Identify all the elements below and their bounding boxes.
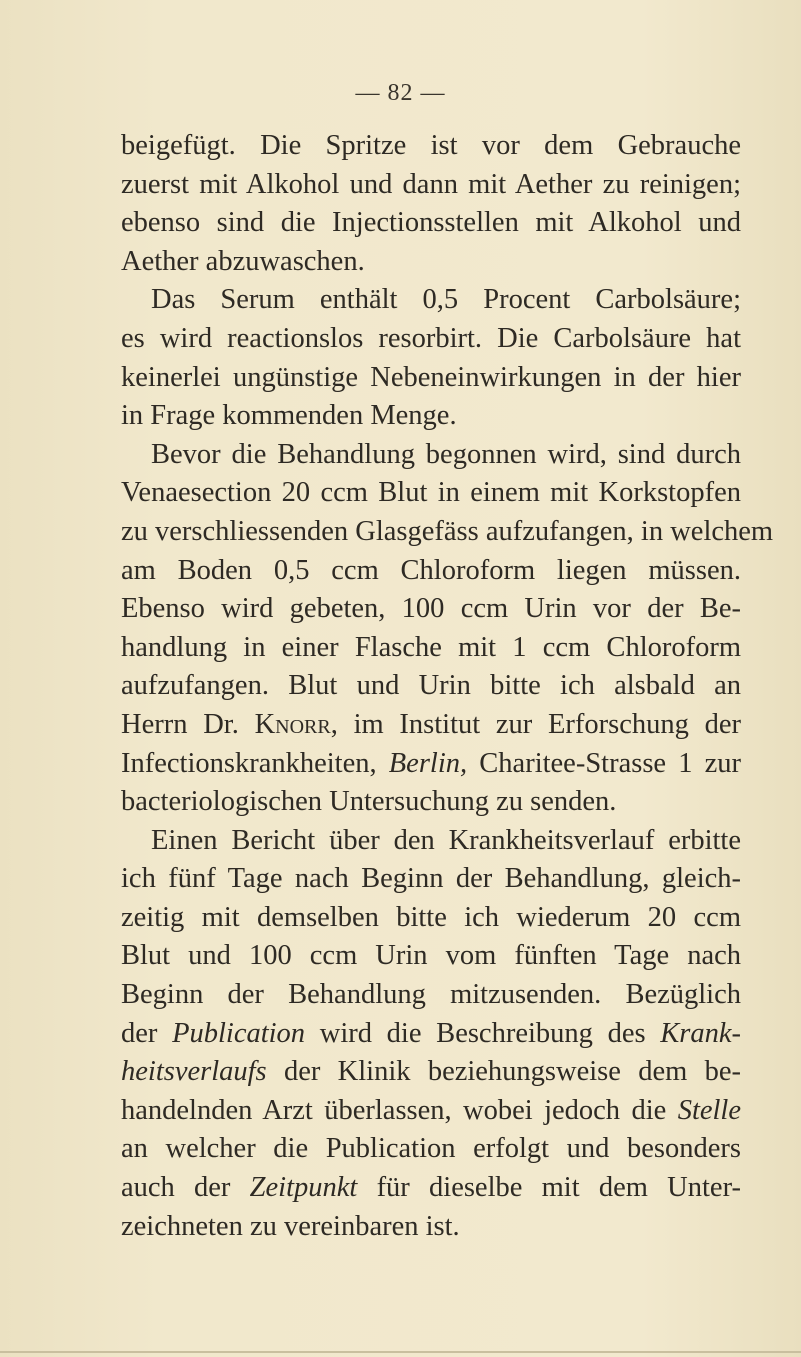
text-run: Herrn Dr. [121, 708, 239, 740]
text-line [121, 1092, 741, 1131]
text-run: der [121, 1017, 158, 1049]
text-line: aufzufangen. Blut und Urin bitte ich alsbald an [121, 670, 741, 702]
text-line: Aether abzuwaschen. [121, 245, 365, 277]
italic-term: Krank- [660, 1017, 741, 1049]
text-line: Venaesection 20 ccm Blut in einem mit Korkstopfen [121, 477, 741, 509]
text-line: an welcher die Publication erfolgt und besonders [121, 1133, 741, 1165]
text-line: Ebenso wird gebeten, 100 ccm Urin vor der Be- [121, 593, 741, 625]
italic-term: heitsverlaufs [121, 1056, 267, 1088]
text-line: zeitig mit demselben bitte ich wiederum 20 ccm [121, 901, 741, 933]
text-line: ebenso sind die Injectionsstellen mit Alkohol und [121, 207, 741, 239]
text-line: zu verschliessenden Glasgefäss aufzufangen, in welchem [121, 515, 774, 547]
text-line: bacteriologischen Untersuchung zu senden. [121, 786, 617, 818]
text-line: ich fünf Tage nach Beginn der Behandlung, gleich- [121, 863, 741, 895]
page-bottom-edge [0, 1351, 801, 1353]
text-run: der Klinik beziehungsweise dem be- [283, 1056, 741, 1088]
text-line: Beginn der Behandlung mitzusenden. Bezüglich [121, 979, 741, 1011]
text-line: beigefügt. Die Spritze ist vor dem Gebrauche [121, 130, 741, 161]
italic-term: Publication [172, 1017, 306, 1049]
text-line: es wird reactionslos resorbirt. Die Carbolsäure hat [121, 322, 741, 354]
text-run: Infectionskrankheiten, [121, 747, 377, 779]
text-line: handlung in einer Flasche mit 1 ccm Chloroform [121, 631, 741, 663]
text-line: Bevor die Behandlung begonnen wird, sind durch [151, 438, 741, 470]
text-line: Blut und 100 ccm Urin vom fünften Tage nach [121, 940, 741, 972]
text-run: auch der [121, 1172, 231, 1204]
text-line: keinerlei ungünstige Nebeneinwirkungen in der hier [121, 361, 741, 393]
text-line: Das Serum enthält 0,5 Procent Carbolsäure; [151, 284, 741, 316]
body-text [121, 127, 774, 1246]
text-line: zeichneten zu vereinbaren ist. [121, 1210, 460, 1242]
text-run: wird die Beschreibung des [319, 1017, 646, 1049]
text-run: Charitee-Strasse 1 zur [479, 747, 742, 779]
text-line: in Frage kommenden Menge. [121, 400, 457, 432]
text-line [121, 1053, 741, 1092]
text-line [121, 1169, 741, 1208]
text-run: , im Institut zur Erforschung der [330, 708, 741, 740]
italic-city: Berlin, [388, 747, 468, 779]
author-name: Knorr [254, 708, 331, 740]
italic-term: Stelle [677, 1094, 741, 1126]
page-number: — 82 — [355, 80, 446, 106]
text-line: am Boden 0,5 ccm Chloroform liegen müssen. [121, 554, 741, 586]
text-line: Einen Bericht über den Krankheitsverlauf erbitte [151, 824, 741, 856]
text-run: handelnden Arzt überlassen, wobei jedoch die [121, 1094, 667, 1126]
text-run: für dieselbe mit dem Unter- [376, 1172, 741, 1204]
text-line [121, 745, 741, 784]
italic-term: Zeitpunkt [249, 1172, 358, 1204]
text-line: zuerst mit Alkohol und dann mit Aether zu reinigen; [121, 168, 741, 200]
text-line [121, 1015, 741, 1054]
text-line [121, 706, 741, 745]
